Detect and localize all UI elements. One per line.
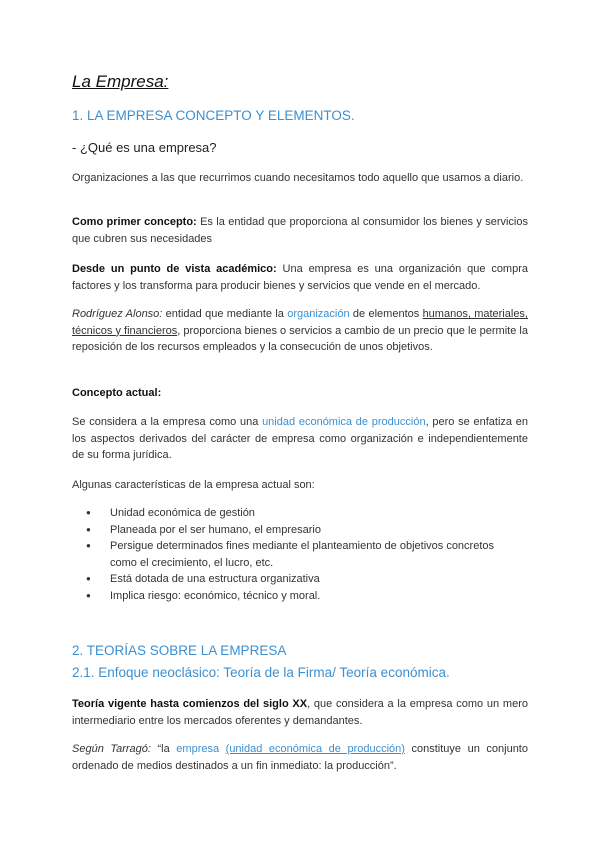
academico-text: Una empresa es una organización que compra factores y los transforma para producir bienes y servicios que vende en el mercado. (72, 263, 528, 292)
rodriguez-text-3: , proporciona bienes o servicios a cambio de un precio que le permite la reposición de los recursos empleados y la consecución de unos objetivos. (72, 324, 528, 353)
list-item: ● Implica riesgo: económico, técnico y moral. (72, 588, 512, 605)
recursos-underlined: humanos, materiales, técnicos y financieros (72, 308, 528, 337)
section-2-heading: 2. TEORÍAS SOBRE LA EMPRESA (72, 643, 287, 658)
primer-concepto-text: Es la entidad que proporciona al consumidor los bienes y servicios que cubren sus necesidades (72, 216, 528, 245)
primer-concepto-paragraph (72, 214, 528, 247)
concepto-actual-heading (72, 385, 528, 402)
rodriguez-text-2: de elementos (349, 308, 423, 320)
unidad-economica-produccion-link[interactable]: (unidad económica de producción) (225, 743, 405, 755)
academico-label: Desde un punto de vista académico: (72, 263, 277, 275)
list-item: ● Está dotada de una estructura organizativa (72, 571, 512, 588)
tarrago-author: Según Tarragó: (72, 743, 151, 755)
rodriguez-paragraph (72, 306, 528, 356)
section-1-heading: 1. LA EMPRESA CONCEPTO Y ELEMENTOS. (72, 108, 355, 123)
rodriguez-author: Rodríguez Alonso: (72, 308, 163, 320)
unidad-economica-link[interactable]: unidad económica de producción (262, 416, 426, 428)
concepto-actual-paragraph (72, 414, 528, 464)
tarrago-paragraph (72, 741, 528, 774)
intro-paragraph: Organizaciones a las que recurrimos cuando necesitamos todo aquello que usamos a diario. (72, 172, 524, 184)
caracteristicas-list (72, 505, 512, 604)
caracteristicas-intro: Algunas características de la empresa actual son: (72, 479, 315, 491)
actual-text-1: Se considera a la empresa como una (72, 416, 263, 428)
organizacion-link[interactable]: organización (287, 308, 350, 320)
tarrago-text-3: constituye un conjunto ordenado de medios destinados a un fin inmediato: la producción”. (72, 743, 528, 772)
actual-text-2: , pero se enfatiza en los aspectos derivados del carácter de empresa como organización e independientemente de su forma jurídica. (72, 416, 528, 461)
primer-concepto-label: Como primer concepto: (72, 216, 197, 228)
teoria-vigente-text: , que considera a la empresa como un mero intermediario entre los mercados oferentes y demandantes. (72, 698, 528, 727)
section-2-1-heading: 2.1. Enfoque neoclásico: Teoría de la Firma/ Teoría económica. (72, 665, 450, 680)
document-title: La Empresa: (72, 72, 169, 91)
rodriguez-text-1: entidad que mediante la (162, 308, 288, 320)
question-heading: - ¿Qué es una empresa? (72, 140, 217, 155)
teoria-vigente-label: Teoría vigente hasta comienzos del siglo XX (72, 698, 308, 710)
academico-paragraph (72, 261, 528, 294)
tarrago-text-1: “la (150, 743, 177, 755)
teoria-vigente-paragraph (72, 696, 528, 729)
concepto-actual-label: Concepto actual: (72, 387, 162, 399)
list-item: ● Unidad económica de gestión (72, 505, 512, 522)
empresa-link[interactable]: empresa (176, 743, 220, 755)
list-item: ● Persigue determinados fines mediante el planteamiento de objetivos concretos como el crecimiento, el lucro, etc. (72, 538, 512, 571)
list-item: ● Planeada por el ser humano, el empresario (72, 522, 512, 539)
